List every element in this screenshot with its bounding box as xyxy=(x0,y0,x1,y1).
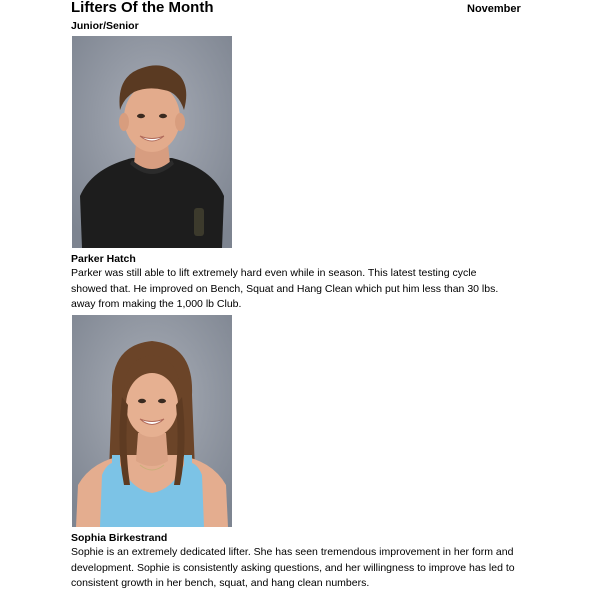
description-line: away from making the 1,000 lb Club. xyxy=(71,298,242,310)
category-subtitle: Junior/Senior xyxy=(71,20,139,32)
page-title: Lifters Of the Month xyxy=(71,0,214,16)
description-line: Sophie is an extremely dedicated lifter. She has seen tremendous improvement in her form and xyxy=(71,546,514,558)
description-line: consistent growth in her bench, squat, and hang clean numbers. xyxy=(71,577,370,589)
lifter-photo-sophia xyxy=(72,315,232,527)
description-line: Parker was still able to lift extremely hard even while in season. This latest testing cycle xyxy=(71,267,477,279)
lifter-name: Parker Hatch xyxy=(71,253,136,265)
lifter-name: Sophia Birkestrand xyxy=(71,532,168,544)
lifter-photo-parker xyxy=(72,36,232,248)
lifter-description xyxy=(71,266,551,313)
description-line: development. Sophie is consistently asking questions, and her willingness to improve has led to xyxy=(71,561,515,574)
portrait-image xyxy=(72,36,232,248)
portrait-image xyxy=(72,315,232,527)
month-label: November xyxy=(467,3,521,15)
lifter-description xyxy=(71,545,551,592)
description-line: showed that. He improved on Bench, Squat and Hang Clean which put him less than 30 lbs. xyxy=(71,282,499,295)
